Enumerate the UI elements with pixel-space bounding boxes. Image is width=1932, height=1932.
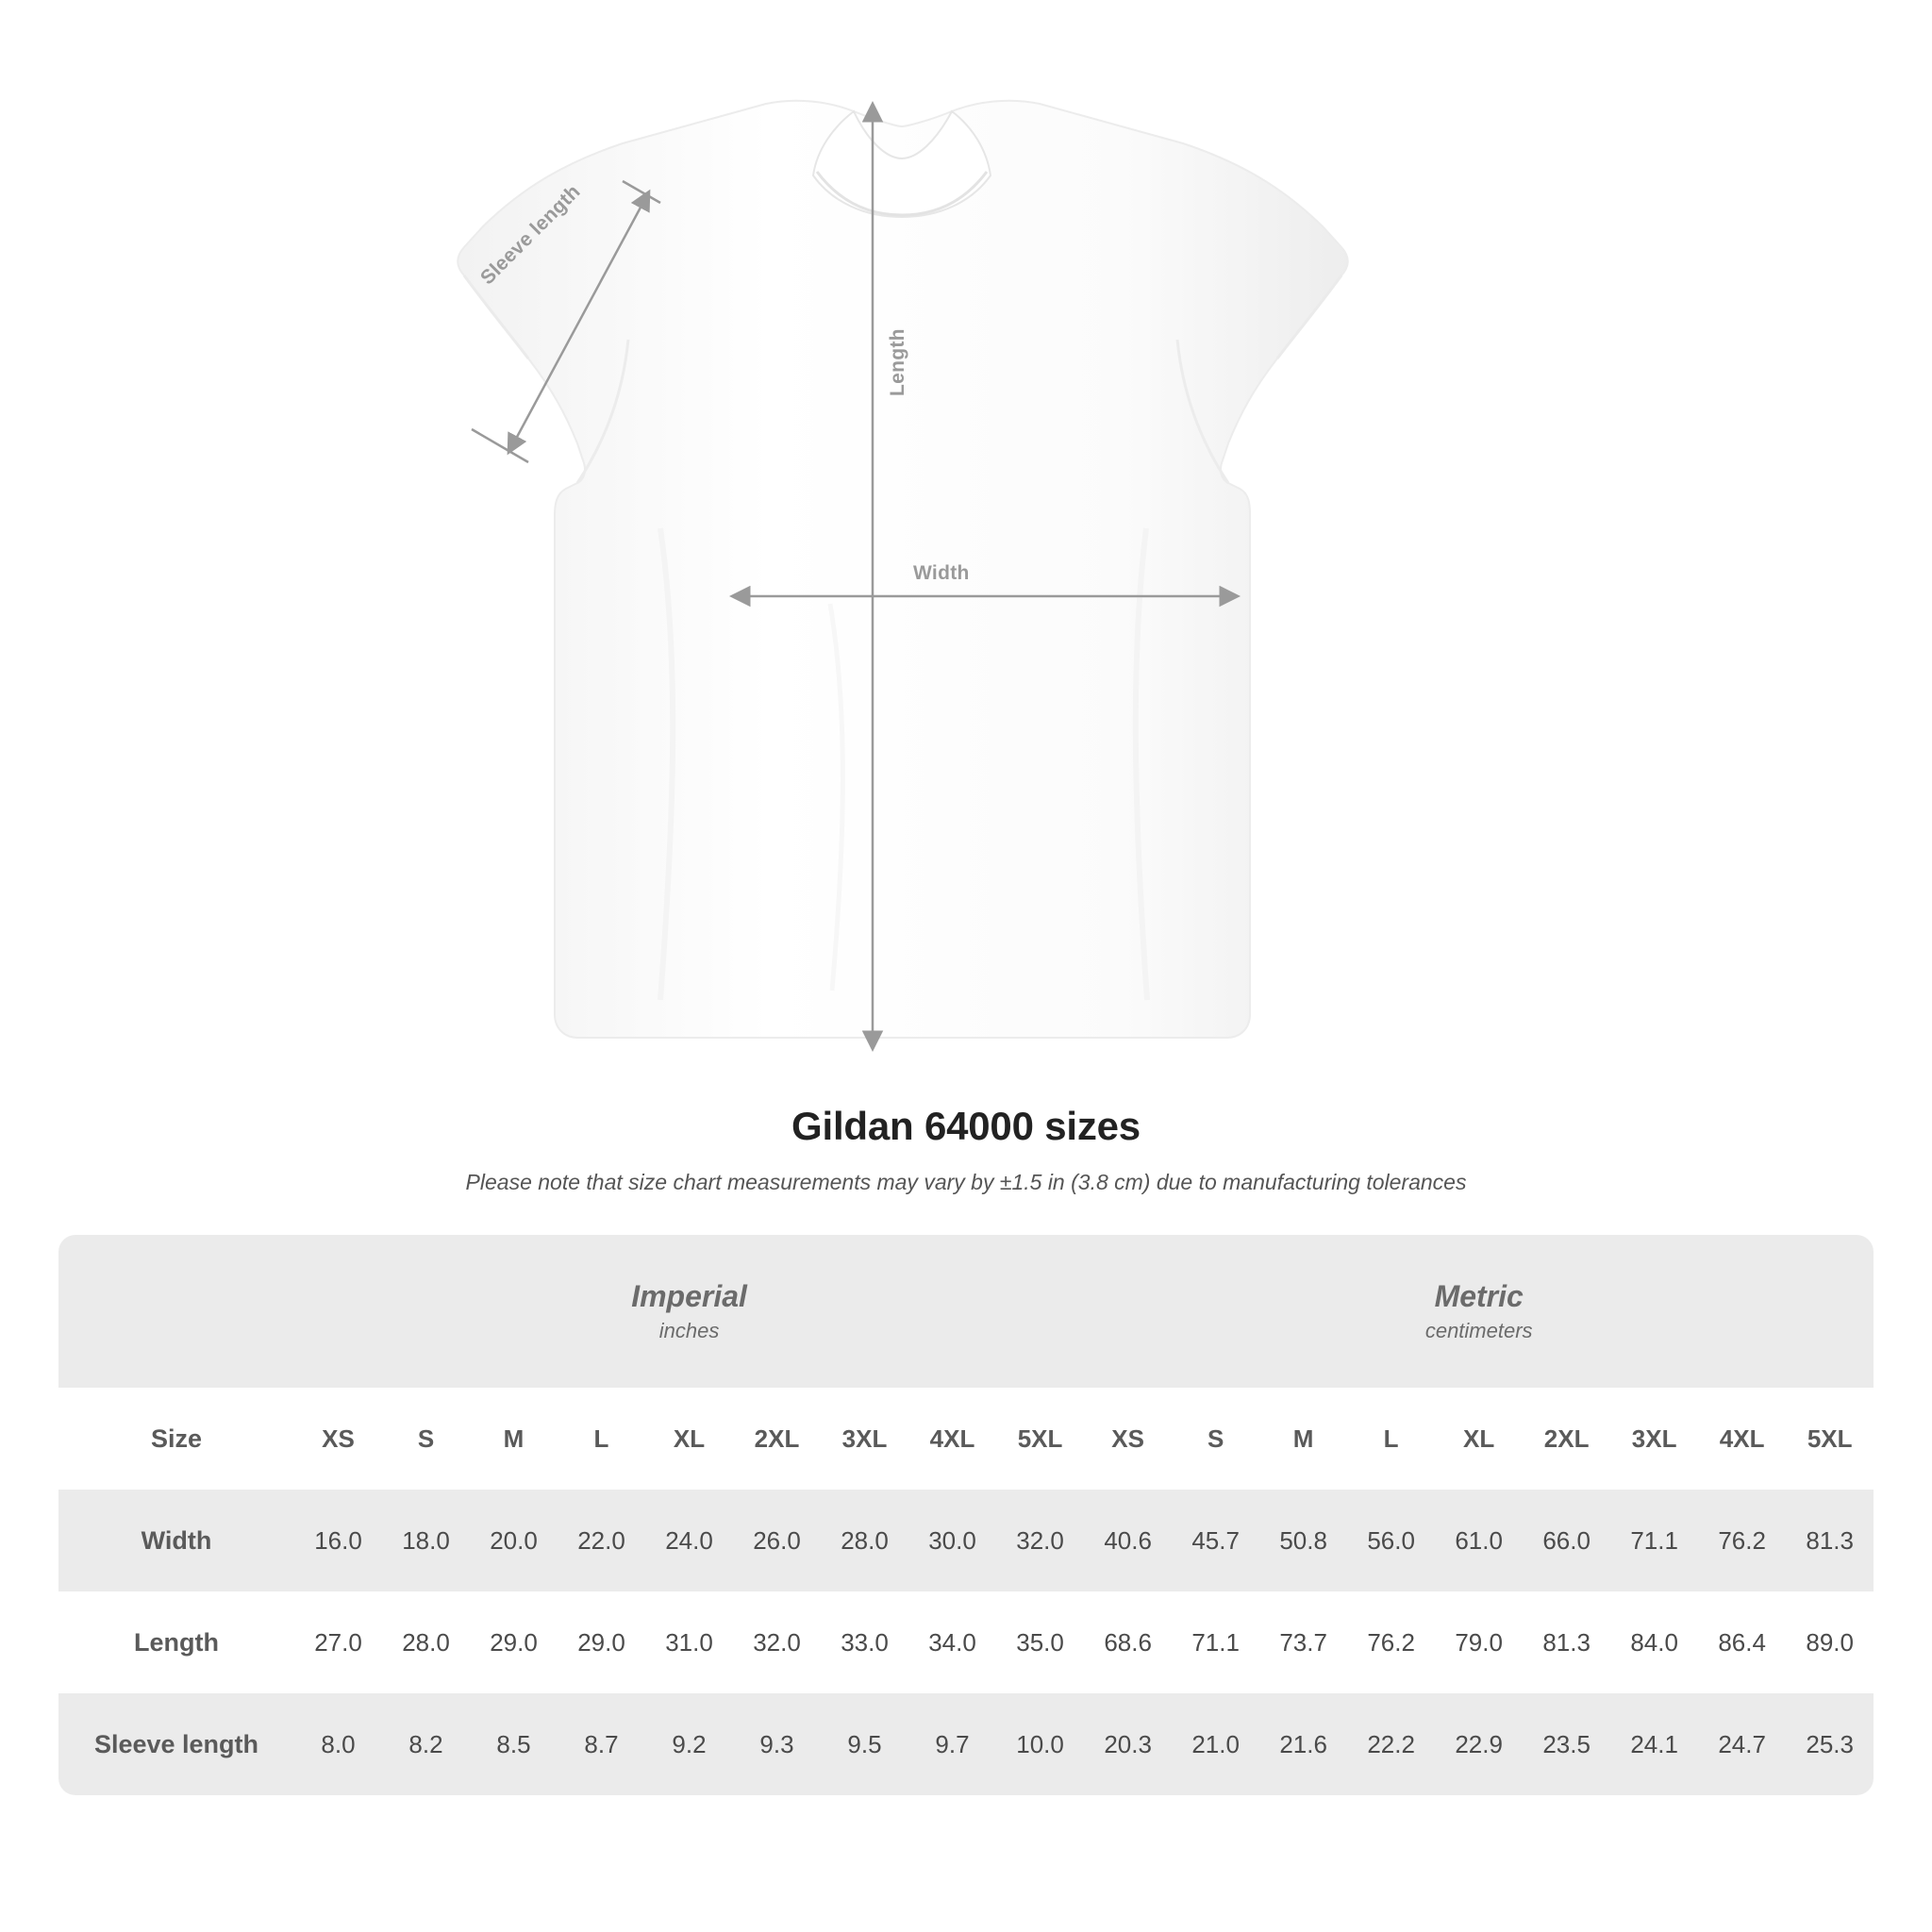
cell-length-4: 31.0 (645, 1591, 733, 1693)
cell-sleeve-13: 22.9 (1435, 1693, 1523, 1795)
cell-length-0: 27.0 (294, 1591, 382, 1693)
length-label: Length (887, 328, 908, 396)
sleeve-length-label: Sleeve length (476, 180, 585, 290)
table-header-row (58, 1388, 1874, 1490)
cell-sleeve-9: 20.3 (1084, 1693, 1172, 1795)
cell-sleeve-2: 8.5 (470, 1693, 558, 1795)
header-size-5xl-imperial: 5XL (996, 1388, 1084, 1490)
cell-length-14: 81.3 (1523, 1591, 1610, 1693)
cell-width-15: 71.1 (1610, 1490, 1698, 1591)
header-size-2xl-imperial: 2XL (733, 1388, 821, 1490)
page-title: Gildan 64000 sizes (791, 1104, 1141, 1148)
cell-width-9: 40.6 (1084, 1490, 1172, 1591)
cell-sleeve-1: 8.2 (382, 1693, 470, 1795)
cell-width-0: 16.0 (294, 1490, 382, 1591)
cell-length-12: 76.2 (1347, 1591, 1435, 1693)
header-size-xl-metric: XL (1435, 1388, 1523, 1490)
cell-length-7: 34.0 (908, 1591, 996, 1693)
cell-length-13: 79.0 (1435, 1591, 1523, 1693)
cell-width-16: 76.2 (1698, 1490, 1786, 1591)
cell-width-17: 81.3 (1786, 1490, 1874, 1591)
cell-sleeve-11: 21.6 (1259, 1693, 1347, 1795)
cell-width-6: 28.0 (821, 1490, 908, 1591)
cell-sleeve-8: 10.0 (996, 1693, 1084, 1795)
cell-length-3: 29.0 (558, 1591, 645, 1693)
header-size-m-metric: M (1259, 1388, 1347, 1490)
header-size-5xl-metric: 5XL (1786, 1388, 1874, 1490)
cell-length-15: 84.0 (1610, 1591, 1698, 1693)
cell-length-5: 32.0 (733, 1591, 821, 1693)
row-label-length: Length (58, 1591, 294, 1693)
cell-width-1: 18.0 (382, 1490, 470, 1591)
cell-width-5: 26.0 (733, 1490, 821, 1591)
unit-group-imperial-name: Imperial (631, 1278, 747, 1313)
cell-sleeve-0: 8.0 (294, 1693, 382, 1795)
table-row (58, 1591, 1874, 1693)
cell-sleeve-5: 9.3 (733, 1693, 821, 1795)
size-table-wrapper (58, 1235, 1874, 1795)
unit-group-metric-sub: centimeters (1424, 1319, 1533, 1343)
cell-length-11: 73.7 (1259, 1591, 1347, 1693)
unit-group-row (58, 1235, 1874, 1388)
cell-width-8: 32.0 (996, 1490, 1084, 1591)
header-size-m-imperial: M (470, 1388, 558, 1490)
row-label-width: Width (58, 1490, 294, 1591)
cell-length-8: 35.0 (996, 1591, 1084, 1693)
cell-width-7: 30.0 (908, 1490, 996, 1591)
cell-width-11: 50.8 (1259, 1490, 1347, 1591)
header-size-l-imperial: L (558, 1388, 645, 1490)
cell-length-6: 33.0 (821, 1591, 908, 1693)
cell-sleeve-4: 9.2 (645, 1693, 733, 1795)
unit-corner-cell (58, 1235, 294, 1388)
sleeve-tick-bottom (472, 429, 528, 462)
cell-length-1: 28.0 (382, 1591, 470, 1693)
cell-width-14: 66.0 (1523, 1490, 1610, 1591)
cell-sleeve-6: 9.5 (821, 1693, 908, 1795)
cell-width-4: 24.0 (645, 1490, 733, 1591)
tshirt-body-shape (458, 101, 1348, 1038)
cell-width-12: 56.0 (1347, 1490, 1435, 1591)
row-label-sleeve-length: Sleeve length (58, 1693, 294, 1795)
header-size-3xl-imperial: 3XL (821, 1388, 908, 1490)
cell-width-2: 20.0 (470, 1490, 558, 1591)
cell-length-17: 89.0 (1786, 1591, 1874, 1693)
header-size-s-imperial: S (382, 1388, 470, 1490)
cell-sleeve-14: 23.5 (1523, 1693, 1610, 1795)
cell-width-10: 45.7 (1172, 1490, 1259, 1591)
unit-group-imperial-sub: inches (658, 1319, 720, 1343)
unit-group-metric-name: Metric (1434, 1278, 1524, 1313)
header-size-xl-imperial: XL (645, 1388, 733, 1490)
header-size-xs-metric: XS (1084, 1388, 1172, 1490)
header-size-2xl-metric: 2XL (1523, 1388, 1610, 1490)
header-size-label: Size (58, 1388, 294, 1490)
cell-sleeve-17: 25.3 (1786, 1693, 1874, 1795)
cell-length-10: 71.1 (1172, 1591, 1259, 1693)
title-block (0, 1104, 1932, 1195)
cell-sleeve-3: 8.7 (558, 1693, 645, 1795)
header-size-4xl-metric: 4XL (1698, 1388, 1786, 1490)
size-table (58, 1235, 1874, 1795)
cell-length-16: 86.4 (1698, 1591, 1786, 1693)
cell-sleeve-7: 9.7 (908, 1693, 996, 1795)
header-size-3xl-metric: 3XL (1610, 1388, 1698, 1490)
header-size-l-metric: L (1347, 1388, 1435, 1490)
table-row (58, 1693, 1874, 1795)
cell-sleeve-16: 24.7 (1698, 1693, 1786, 1795)
cell-sleeve-15: 24.1 (1610, 1693, 1698, 1795)
cell-length-9: 68.6 (1084, 1591, 1172, 1693)
table-row (58, 1490, 1874, 1591)
header-size-xs-imperial: XS (294, 1388, 382, 1490)
cell-sleeve-12: 22.2 (1347, 1693, 1435, 1795)
width-label: Width (913, 562, 970, 584)
unit-group-imperial (294, 1235, 1084, 1388)
cell-sleeve-10: 21.0 (1172, 1693, 1259, 1795)
header-size-4xl-imperial: 4XL (908, 1388, 996, 1490)
measurement-note: Please note that size chart measurements may vary by ±1.5 in (3.8 cm) due to manufacturing tolerances (465, 1170, 1467, 1194)
cell-width-3: 22.0 (558, 1490, 645, 1591)
cell-length-2: 29.0 (470, 1591, 558, 1693)
unit-group-metric (1084, 1235, 1874, 1388)
cell-width-13: 61.0 (1435, 1490, 1523, 1591)
header-size-s-metric: S (1172, 1388, 1259, 1490)
